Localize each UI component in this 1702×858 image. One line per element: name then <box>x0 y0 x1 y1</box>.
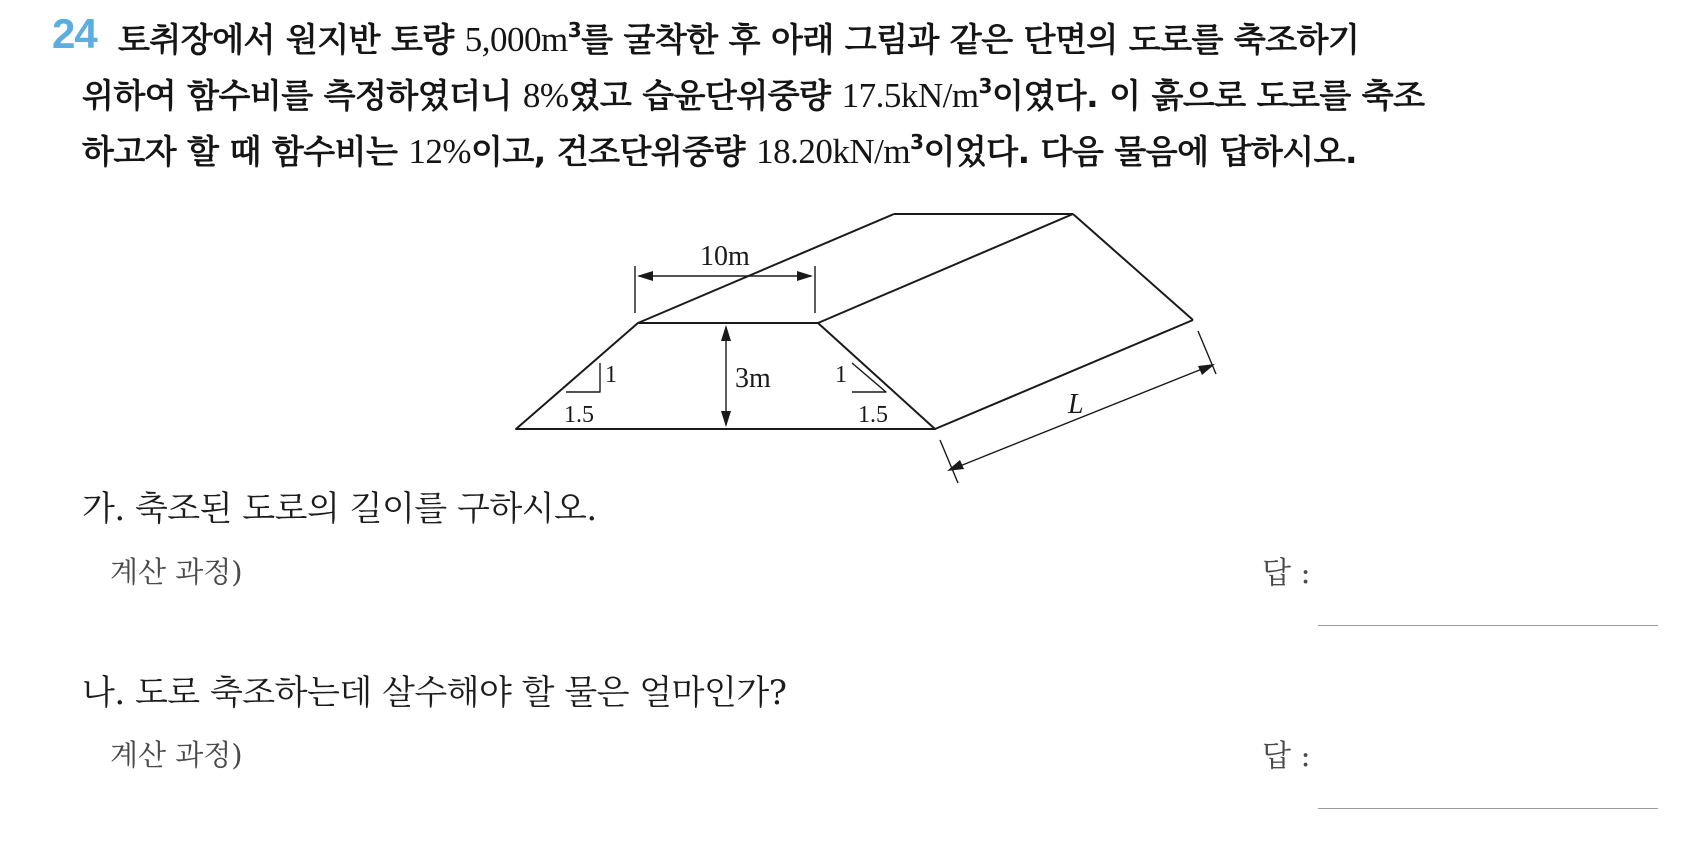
stem-text: 이었다. 다음 물음에 답하시오. <box>923 132 1358 171</box>
stem-superscript: 3 <box>567 18 582 42</box>
answer-blank-a[interactable] <box>1318 625 1658 626</box>
left-slope-triangle <box>566 363 600 392</box>
right-slope-back-edge <box>1073 214 1193 320</box>
length-label: L <box>1068 389 1084 420</box>
stem-text: 였고 습윤단위중량 <box>568 76 842 115</box>
height-arrow-bottom <box>721 411 731 427</box>
stem-superscript: 3 <box>910 130 924 154</box>
stem-text: 이고, 건조단위중량 <box>471 132 757 171</box>
top-width-label: 10m <box>700 241 750 272</box>
right-slope-triangle <box>852 363 886 392</box>
calculation-label-b: 계산 과정) <box>110 738 243 772</box>
answer-label-b: 답 : <box>1262 739 1311 774</box>
width-arrow-right <box>797 271 813 281</box>
length-ext-front <box>940 440 958 483</box>
answer-blank-b[interactable] <box>1318 808 1658 809</box>
length-arrow-back <box>1198 364 1215 375</box>
stem-value-dry-unit-weight: 18.20kN/m <box>756 132 911 171</box>
sub-question-b: 나. 도로 축조하는데 살수해야 할 물은 얼마인가? <box>82 673 787 713</box>
stem-value-target-water-content: 12% <box>408 132 472 171</box>
stem-value-water-content: 8% <box>522 76 569 115</box>
right-slope-run-label: 1.5 <box>858 402 888 428</box>
question-number: 24 <box>52 10 97 57</box>
height-label: 3m <box>735 363 771 394</box>
answer-label-a: 답 : <box>1262 556 1311 591</box>
stem-text: 토취장에서 원지반 토량 <box>118 20 465 59</box>
bottom-right-edge <box>935 320 1193 429</box>
stem-text: 를 굴착한 후 아래 그림과 같은 단면의 도로를 축조하기 <box>581 20 1360 59</box>
stem-value-volume: 5,000m <box>464 20 568 59</box>
left-slope-run-label: 1.5 <box>564 402 594 428</box>
stem-text: 이였다. 이 흙으로 도로를 축조 <box>991 76 1425 115</box>
height-arrow-top <box>721 325 731 341</box>
right-slope-rise-label: 1 <box>835 362 847 388</box>
stem-text: 하고자 할 때 함수비는 <box>82 132 409 171</box>
width-arrow-left <box>637 271 653 281</box>
stem-text: 위하여 함수비를 측정하였더니 <box>82 76 523 115</box>
sub-question-a: 가. 축조된 도로의 길이를 구하시오. <box>82 489 597 529</box>
stem-value-wet-unit-weight: 17.5kN/m <box>841 76 979 115</box>
calculation-label-a: 계산 과정) <box>110 555 243 589</box>
stem-superscript: 3 <box>978 74 992 98</box>
left-slope-rise-label: 1 <box>605 362 617 388</box>
